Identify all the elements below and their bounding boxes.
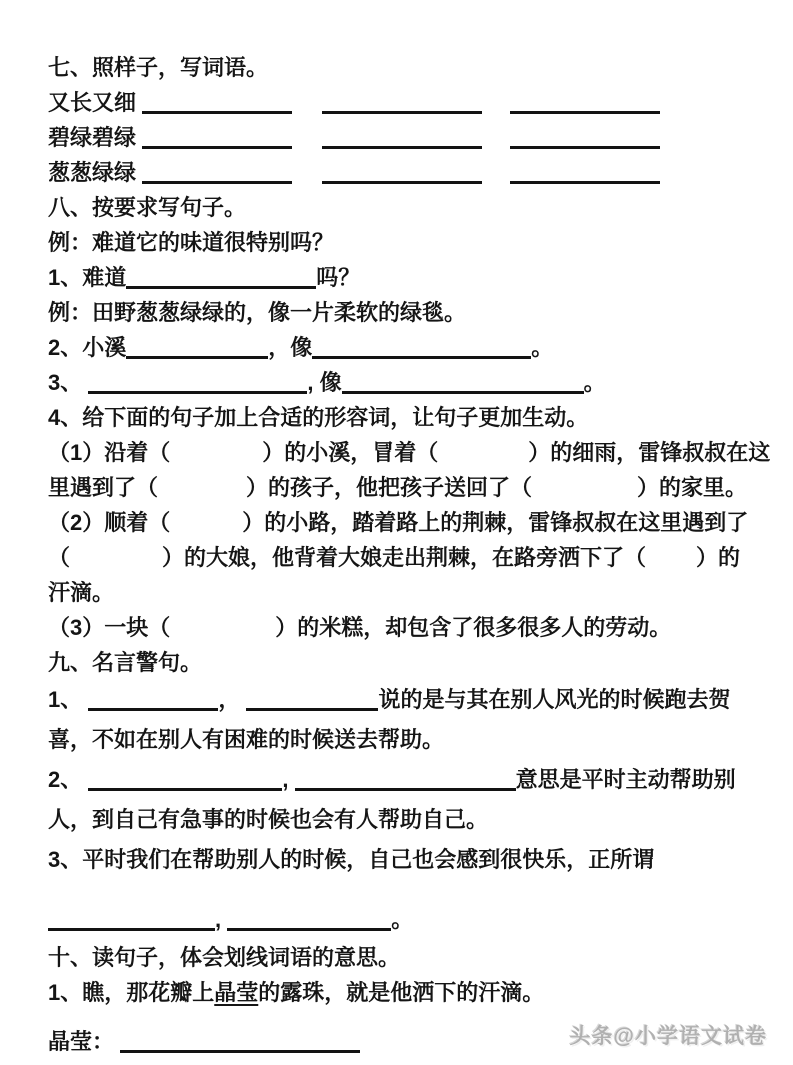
q7-row-3	[48, 155, 755, 190]
q9-heading	[48, 645, 755, 680]
answer-blank	[510, 163, 660, 184]
text-segment: ,	[282, 767, 295, 792]
answer-blank	[142, 93, 292, 114]
q7-row-2	[48, 120, 755, 155]
q8-example-2	[48, 295, 755, 330]
text-segment: 汗滴。	[48, 580, 115, 605]
paren-gap	[482, 143, 510, 145]
answer-blank	[88, 373, 307, 394]
q8-item-4-3	[48, 610, 755, 645]
text-segment: ）的大娘，他背着大娘走出荆棘，在路旁洒下了（	[162, 545, 647, 570]
answer-blank	[322, 163, 482, 184]
paren-gap	[158, 493, 246, 495]
paren-gap	[292, 143, 322, 145]
text-segment: 喜，不如在别人有困难的时候送去帮助。	[48, 727, 445, 752]
paren-gap	[170, 458, 262, 460]
q8-item-1	[48, 260, 755, 295]
text-segment: 九、名言警句。	[48, 650, 203, 675]
paren-gap	[438, 458, 528, 460]
text-segment: ）的细雨，雷锋叔叔在这	[528, 440, 771, 465]
answer-blank	[295, 770, 516, 791]
text-segment: ）的小溪，冒着（	[262, 440, 439, 465]
text-segment: 吗？	[316, 265, 361, 290]
text-segment: 。	[531, 335, 554, 360]
answer-blank	[510, 128, 660, 149]
text-segment: （	[48, 545, 71, 570]
q8-item-4-2-line-1	[48, 505, 755, 540]
text-segment: 3、	[48, 370, 89, 395]
paren-gap	[532, 493, 637, 495]
text-segment: 。	[583, 370, 606, 395]
paren-gap	[646, 563, 696, 565]
q9-item-1-line-2	[48, 720, 755, 760]
text-segment: 例：田野葱葱绿绿的，像一片柔软的绿毯。	[48, 300, 467, 325]
text-segment: 的露珠，就是他洒下的汗滴。	[258, 980, 545, 1005]
text-segment: 例：难道它的味道很特别吗？	[48, 230, 335, 255]
text-segment: ）的孩子，他把孩子送回了（	[246, 475, 533, 500]
q8-item-4	[48, 400, 755, 435]
text-segment: ，	[218, 687, 247, 712]
answer-blank	[126, 268, 316, 289]
text-segment: （1）沿着（	[48, 440, 171, 465]
answer-blank	[322, 93, 482, 114]
watermark: 头条@小学语文试卷	[569, 1025, 767, 1048]
text-segment: , 像	[307, 370, 342, 395]
paren-gap	[482, 178, 510, 180]
answer-blank	[342, 373, 584, 394]
text-segment: 1、	[48, 687, 89, 712]
q8-item-4-2-line-2	[48, 540, 755, 575]
text-segment: ）的小路，踏着路上的荆棘，雷锋叔叔在这里遇到了	[242, 510, 749, 535]
answer-blank	[227, 910, 391, 931]
q10-heading	[48, 940, 755, 975]
paren-gap	[292, 178, 322, 180]
document-body	[48, 50, 771, 1059]
text-segment: 七、照样子，写词语。	[48, 55, 269, 80]
q8-item-2	[48, 330, 755, 365]
text-segment: 3、平时我们在帮助别人的时候，自己也会感到很快乐，正所谓	[48, 847, 655, 872]
paren-gap	[482, 108, 510, 110]
q8-item-4-2-line-3	[48, 575, 755, 610]
q8-item-3	[48, 365, 755, 400]
text-segment: ，像	[268, 335, 313, 360]
q9-item-1-line-1	[48, 680, 755, 720]
q9-item-2-line-1	[48, 760, 755, 800]
q8-item-4-1-line-1	[48, 435, 771, 470]
text-segment: 。	[391, 907, 414, 932]
text-segment: 晶莹：	[48, 1029, 121, 1054]
text-segment: ,	[215, 907, 228, 932]
text-segment: 十、读句子，体会划线词语的意思。	[48, 945, 401, 970]
answer-blank	[142, 163, 292, 184]
text-segment: ）的家里。	[637, 475, 748, 500]
answer-blank	[88, 770, 282, 791]
paren-gap	[292, 108, 322, 110]
text-segment: 说的是与其在别人风光的时候跑去贺	[378, 687, 731, 712]
paren-gap	[70, 563, 162, 565]
text-segment: 八、按要求写句子。	[48, 195, 247, 220]
q9-item-3-line-2	[48, 900, 755, 940]
text-segment: 2、	[48, 767, 89, 792]
answer-blank	[510, 93, 660, 114]
q7-row-1	[48, 85, 755, 120]
text-segment: 人，到自己有急事的时候也会有人帮助自己。	[48, 807, 489, 832]
text-segment: 4、给下面的句子加上合适的形容词，让句子更加生动。	[48, 405, 589, 430]
text-segment: 意思是平时主动帮助别	[515, 767, 736, 792]
answer-blank	[142, 128, 292, 149]
text-segment: （2）顺着（	[48, 510, 171, 535]
answer-blank	[246, 690, 378, 711]
text-segment: ）的	[696, 545, 741, 570]
q8-heading	[48, 190, 755, 225]
q9-item-2-line-2	[48, 800, 755, 840]
paren-gap	[170, 528, 242, 530]
answer-blank	[120, 1032, 360, 1053]
answer-blank	[48, 910, 215, 931]
q9-item-3-line-1	[48, 840, 755, 880]
text-segment: 1、难道	[48, 265, 127, 290]
text-segment: 又长又细	[48, 90, 143, 115]
text-segment: 葱葱绿绿	[48, 160, 143, 185]
q10-item-1	[48, 975, 755, 1010]
answer-blank	[312, 338, 531, 359]
paren-gap	[170, 633, 275, 635]
q8-example-1	[48, 225, 755, 260]
text-segment: （3）一块（	[48, 615, 171, 640]
answer-blank	[126, 338, 268, 359]
text-segment: 2、小溪	[48, 335, 127, 360]
q7-heading	[48, 50, 755, 85]
answer-blank	[322, 128, 482, 149]
text-segment: 里遇到了（	[48, 475, 159, 500]
text-segment: 碧绿碧绿	[48, 125, 143, 150]
text-segment: 1、瞧，那花瓣上	[48, 980, 215, 1005]
underlined-word: 晶莹	[214, 980, 259, 1005]
q8-item-4-1-line-2	[48, 470, 755, 505]
text-segment: ）的米糕，却包含了很多很多人的劳动。	[275, 615, 672, 640]
answer-blank	[88, 690, 218, 711]
